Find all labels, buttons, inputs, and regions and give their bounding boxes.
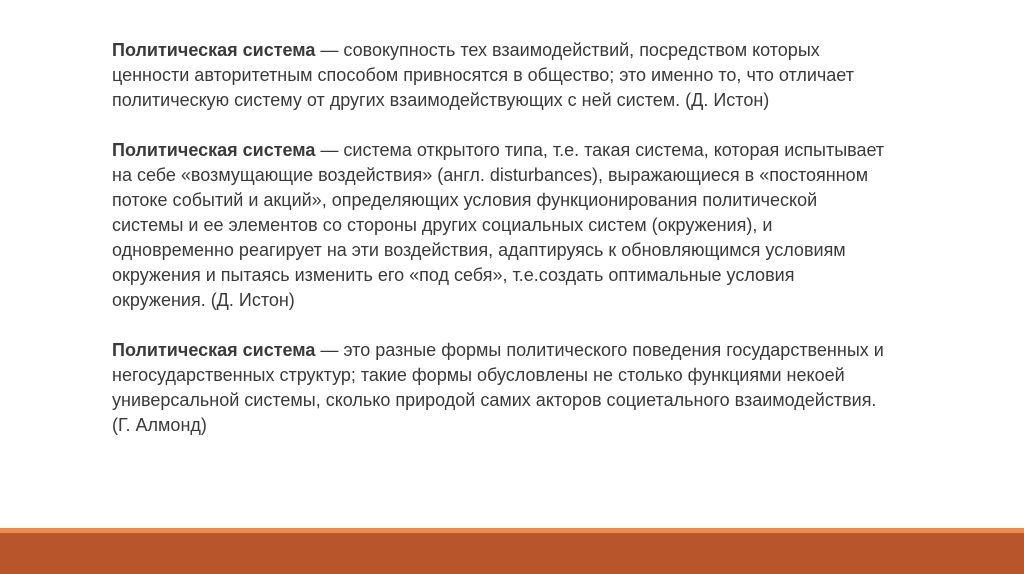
definition-text: окружения. (Д. Истон)	[112, 290, 295, 310]
paragraph-1-line-1	[112, 38, 962, 63]
definition-text: на себе «возмущающие воздействия» (англ. disturbances), выражающиеся в «постоянном	[112, 165, 869, 185]
paragraph-2-line-1	[112, 138, 962, 163]
definition-text: негосударственных структур; такие формы обусловлены не столько функциями некоей	[112, 365, 845, 385]
slide-text-block	[112, 38, 962, 463]
definition-text: одновременно реагирует на эти воздействия, адаптируясь к обновляющимся условиям	[112, 240, 846, 260]
definition-text: ценности авторитетным способом привносятся в общество; это именно то, что отличает	[112, 65, 854, 85]
footer-bar	[0, 533, 1024, 574]
definition-text: (Г. Алмонд)	[112, 415, 207, 435]
definition-text: — система открытого типа, т.е. такая система, которая испытывает	[315, 140, 885, 160]
definition-text: политическую систему от других взаимодействующих с ней систем. (Д. Истон)	[112, 90, 770, 110]
definition-paragraph-1	[112, 38, 962, 113]
term-political-system: Политическая система	[112, 140, 316, 160]
definition-text: окружения и пытаясь изменить его «под себя», т.е.создать оптимальные условия	[112, 265, 795, 285]
term-political-system: Политическая система	[112, 340, 316, 360]
definition-text: универсальной системы, сколько природой самих акторов социетального взаимодействия.	[112, 390, 877, 410]
term-political-system: Политическая система	[112, 40, 316, 60]
definition-paragraph-3	[112, 338, 962, 438]
definition-text: потоке событий и акций», определяющих условия функционирования политической	[112, 190, 818, 210]
definition-text: — совокупность тех взаимодействий, посредством которых	[315, 40, 820, 60]
definition-paragraph-2	[112, 138, 962, 313]
paragraph-3-line-1	[112, 338, 962, 363]
definition-text: — это разные формы политического поведения государственных и	[315, 340, 884, 360]
definition-text: системы и ее элементов со стороны других социальных систем (окружения), и	[112, 215, 773, 235]
